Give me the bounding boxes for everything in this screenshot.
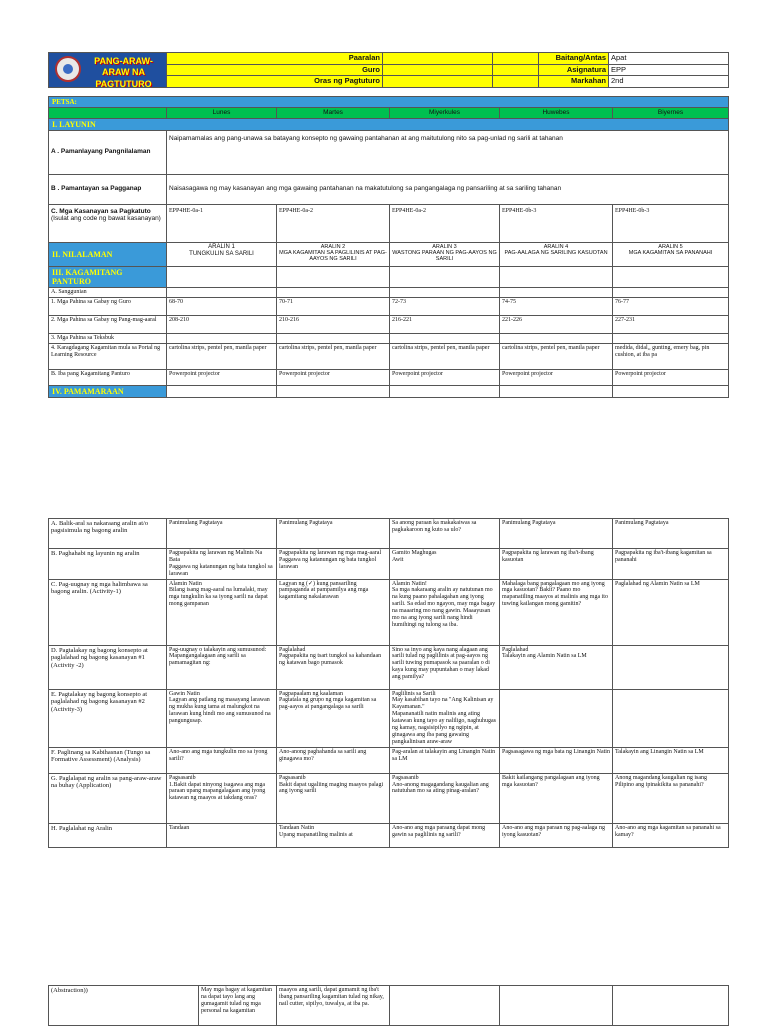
pamamaraan-row-label: C. Pag-uugnay ng mga halimbawa sa bagong aralin. (Activity-1) [49,579,167,645]
day-tuesday: Martes [277,108,390,118]
pamamaraan-cell: Panimulang Pagtataya [613,519,729,549]
teksbuk-label: 3. Mga Pahina sa Teksbuk [49,333,167,343]
pamamaraan-row [49,549,729,580]
time-label: Oras ng Pagtuturo [167,76,383,88]
iba-tuesday: Powerpoint projector [277,369,390,385]
pamamaraan-cell: Lagyan ng (✓) kung pansariling pampaganda at pampamilya ang mga kagamitang nakalarawan [277,579,390,645]
pamamaraan-cell: Bakit kailangang pangalagaan ang iyong mga kasuotan? [500,773,613,823]
section-layunin: I. LAYUNIN [49,118,729,130]
pamamaraan-cell: Sa anong paraan ka makakaiwas sa pagkakaroon ng kuto sa ulo? [390,519,500,549]
gabay-mag-aaral-wednesday: 216-221 [390,315,500,333]
karagdagan-thursday: cartolina strips, pentel pen, manila paper [500,343,613,369]
pamamaraan-cell: Ano-ano ang mga paraan ng pag-aalaga ng iyong kasuotan? [500,823,613,847]
code-tuesday: EPP4HE-0a-2 [277,204,390,242]
abstraction-monday: May mga bagay at kagamitan na dapat tayo lang ang gumagamit tulad ng mga personal na kagamitan [199,986,277,1026]
pamamaraan-cell: Paglalahad ng Alamin Natin sa LM [613,579,729,645]
pamamaraan-cell: Anong magandang kaugalian ng isang Pilipino ang ipinakikita sa pananahi? [613,773,729,823]
gabay-mag-aaral-monday: 208-210 [167,315,277,333]
date-label: PETSA: [49,97,729,108]
pamamaraan-cell: Ano-ano ang mga kagamitan sa pananahi sa kamay? [613,823,729,847]
pamamaraan-cell: Ano-ano ang mga tungkulin mo sa iyong sarili? [167,747,277,773]
kasanayan-title: C. Mga Kasanayan sa Pagkatuto [51,207,151,215]
gabay-mag-aaral-tuesday: 210-216 [277,315,390,333]
gabay-mag-aaral-label: 2. Mga Pahina sa Gabay ng Pang-mag-aaral [49,315,167,333]
day-thursday: Huwebes [500,108,613,118]
pamamaraan-cell: Pagsasanib Bakit dapat ugaliing maging maayos palagi ang iyong sarili [277,773,390,823]
time-value[interactable] [383,76,493,88]
karagdagan-label: 4. Karagdagang Kagamitan mula sa Portal ng Learning Resource [49,343,167,369]
quarter-value: 2nd [609,76,729,88]
pamamaraan-row [49,773,729,823]
pamamaraan-cell: Talakayin ang Linangin Natin sa LM [613,747,729,773]
pamamaraan-row [49,689,729,747]
pamamaraan-cell: Panimulang Pagtataya [500,519,613,549]
aralin-4 [500,242,613,266]
abstraction-friday [613,986,729,1026]
subject-label: Asignatura [539,64,609,76]
aralin-3 [390,242,500,266]
pamamaraan-cell: Panimulang Pagtataya [167,519,277,549]
teacher-value[interactable] [383,64,493,76]
pamamaraan-cell: Tandaan [167,823,277,847]
quarter-label: Markahan [539,76,609,88]
aralin-5 [613,242,729,266]
code-monday: EPP4HE-0a-1 [167,204,277,242]
pamantayan-pagganap-label: B . Pamantayan sa Pagganap [49,174,167,204]
pamamaraan-cell: Pag-uugnay o talakayin ang sumusunod: Mapangangalagaan ang sarili sa pamamagitan ng: [167,645,277,689]
pamamaraan-cell: Alamin Natin! Sa mga nakaraang aralin ay natutunan mo na kung paano pahalagahan ang iyong sarili. Sa edad mo ngayon, may mga bagay na maaaring mo nang gawin. Maaayusan mo na ang iyong sarili nang hindi humihingi ng tulong sa iba. [390,579,500,645]
pamamaraan-cell [613,689,729,747]
gabay-guro-tuesday: 70-71 [277,297,390,315]
deped-seal-icon [55,56,81,82]
aralin-5-title: ARALIN 5 [658,243,683,250]
kasanayan-subtitle: (Isulat ang code ng bawat kasanayan) [51,215,161,223]
pamamaraan-cell: Pagpapakita ng larawan ng iba't-ibang kasuotan [500,549,613,580]
grade-label: Baitang/Antas [539,53,609,65]
pamamaraan-row [49,519,729,549]
logo-title-line2: PAGTUTURO [95,78,152,88]
code-friday: EPP4HE-0b-3 [613,204,729,242]
day-friday: Biyernes [613,108,729,118]
day-wednesday: Miyerkules [390,108,500,118]
pamamaraan-cell: Paglilinis sa Sarili May kasabihan tayo na "Ang Kalinisan ay Kayamanan." Mapananatili natin malinis ang ating katawan kung tayo ay naliligo, naghuhugas ng kamay, nagsisipilyo ng ngipin, at ginagawa ang iba pang gawaing pangkalinisan araw-araw [390,689,500,747]
abstraction-label: (Abstraction)) [49,986,199,1026]
school-label: Paaralan [167,53,383,65]
aralin-1 [167,242,277,266]
abstraction-wednesday [390,986,500,1026]
iba-pang-kagamitan-label: B. Iba pang Kagamitang Panturo [49,369,167,385]
iba-monday: Powerpoint projector [167,369,277,385]
pamamaraan-row-label: H. Paglalahat ng Aralin [49,823,167,847]
logo-banner [49,53,167,88]
iba-friday: Powerpoint projector [613,369,729,385]
logo-title-line1: PANG-ARAW-ARAW NA [94,56,153,78]
pamamaraan-cell: Pagpapakita ng larawan ng Malinis Na Bata Paggawa ng katanungan ng bata tungkol sa larawan [167,549,277,580]
pamantayan-pagganap-text: Naisasagawa ng may kasanayan ang mga gawaing pantahanan na makatutulong sa pangangalaga ng pansariling at sa sariling tahanan [167,174,729,204]
aralin-2 [277,242,390,266]
sanggunian-label: A. Sanggunian [49,288,167,298]
section-pamamaraan: IV. PAMAMARAAN [49,385,167,397]
gabay-guro-label: 1. Mga Pahina sa Gabay ng Guro [49,297,167,315]
iba-thursday: Powerpoint projector [500,369,613,385]
dll-main-table [48,96,729,398]
aralin-2-text: MGA KAGAMITAN SA PAGLILINIS AT PAG-AAYOS NG SARILI [279,250,387,263]
aralin-3-text: WASTONG PARAAN NG PAG-AAYOS NG SARILI [392,250,497,263]
pamamaraan-cell [500,689,613,747]
pamamaraan-cell: Pagsasanib 1.Bakit dapat ninyong isagawa ang mga paraan upang mapangalagaan ang iyong katawan ng maayos at takdang oras? [167,773,277,823]
pamamaraan-cell: Pagpapakita ng larawan ng mga mag-aaral Paggawa ng katanungan ng bata tungkol larawan [277,549,390,580]
kasanayan-label [49,204,167,242]
header-table [48,52,729,88]
pamamaraan-cell: Pagsasagawa ng mga bata ng Linangin Natin [500,747,613,773]
pamamaraan-cell: Mahalaga bang pangalagaan mo ang iyong mga kasuotan? Bakit? Paano mo mapanatiling maayos at malinis ang mga ito tuwing kailangan mong gamitin? [500,579,613,645]
section-nilalaman: II. NILALAMAN [49,242,167,266]
pamamaraan-cell: Pagsasanib Ano-anong magagandang kaugalian ang natutuhan mo sa ating pinag-aralan? [390,773,500,823]
karagdagan-monday: cartolina strips, pentel pen, manila paper [167,343,277,369]
gabay-guro-wednesday: 72-73 [390,297,500,315]
days-header-row [49,108,729,118]
pamamaraan-row [49,645,729,689]
karagdagan-tuesday: cartolina strips, pentel pen, manila paper [277,343,390,369]
aralin-1-title: ARALIN 1 [208,243,235,250]
karagdagan-wednesday: cartolina strips, pentel pen, manila paper [390,343,500,369]
pamamaraan-cell: Ano-ano ang mga paraang dapat mong gawin sa paglilinis ng sarili? [390,823,500,847]
abstraction-thursday [500,986,613,1026]
pamamaraan-cell: Pag-aralan at talakayin ang Linangin Natin sa LM [390,747,500,773]
aralin-2-title: ARALIN 2 [320,243,346,250]
pamamaraan-row [49,579,729,645]
pamamaraan-row-label: D. Pagtalakay ng bagong konsepto at paglalahad ng bagong kasanayan #1 (Activity -2) [49,645,167,689]
aralin-3-title: ARALIN 3 [432,243,457,250]
pamamaraan-row-label: E. Pagtalakay ng bagong konsepto at paglalahad ng bagong kasanayan #2 (Activity-3) [49,689,167,747]
pamamaraan-row-label: A. Balik-aral sa nakaraang aralin at/o pagsisimula ng bagong aralin [49,519,167,549]
code-wednesday: EPP4HE-0a-2 [390,204,500,242]
pamantayang-pangnilalaman-label: A . Pamanlayang Pangnilalaman [49,130,167,174]
pamamaraan-cell: Pagpapaalam ng kaalaman Pagtatala ng grupo ng mga kagamitan sa pag-aayos at pangangalaga sa sarili [277,689,390,747]
pamamaraan-cell: Sino sa inyo ang kaya nang alagaan ang sarili tulad ng paglilinis at pag-aayos ng sarili tuwing pumapasok sa paaralan o di kaya kung may pupuntahan o may lakad ang pamilya? [390,645,500,689]
pamamaraan-cell: Gawin Natin Lagyan ang patlang ng masayang larawan ng mukha kung tama at malungkot na larawan kung hindi mo ang sumusunod na pangungusap. [167,689,277,747]
gabay-mag-aaral-friday: 227-231 [613,315,729,333]
grade-value: Apat [609,53,729,65]
pamamaraan-cell: Alamin Natin Bilang isang mag-aaral na lumalaki, may mga tungkulin ka sa iyong sarili na dapat mong gampanan [167,579,277,645]
gabay-guro-monday: 68-70 [167,297,277,315]
abstraction-tuesday: maayos ang sarili, dapat gumamit ng iba't ibang pansariling kagamitan tulad ng nikay, nail cutter, sipilyo, tuwalya, at iba pa. [277,986,390,1026]
pamamaraan-row [49,747,729,773]
abstraction-table [48,985,729,1026]
pamamaraan-cell: Paglalahad Pagpapakita ng tsart tungkol sa kahandaan ng katawan bago pumasok [277,645,390,689]
school-value[interactable] [383,53,493,65]
teacher-label: Guro [167,64,383,76]
aralin-5-text: MGA KAGAMITAN SA PANANAHI [628,250,713,257]
pamantayang-pangnilalaman-text: Naipamamalas ang pang-unawa sa batayang konsepto ng gawaing pantahanan at ang maitutulong nito sa pag-unlad ng sarili at tahanan [167,130,729,174]
subject-value: EPP [609,64,729,76]
section-kagamitan: III. KAGAMITANG PANTURO [49,266,167,287]
gabay-guro-thursday: 74-75 [500,297,613,315]
pamamaraan-cell: Paglalahad Talakayin ang Alamin Natin sa LM [500,645,613,689]
pamamaraan-cell: Pagpapakita ng iba't-ibang kagamitan sa pananahi [613,549,729,580]
pamamaraan-row [49,823,729,847]
pamamaraan-row-label: G. Paglalapat ng aralin sa pang-araw-araw na buhay (Application) [49,773,167,823]
karagdagan-friday: medida, didal,, gunting, emery bag, pin cushion, at iba pa [613,343,729,369]
aralin-4-title: ARALIN 4 [543,243,569,250]
pamamaraan-cell: Ano-anong paghahanda sa sarili ang ginagawa mo? [277,747,390,773]
code-thursday: EPP4HE-0b-3 [500,204,613,242]
pamamaraan-row-label: B. Paghahabi ng layunin ng aralin [49,549,167,580]
pamamaraan-table [48,518,729,848]
pamamaraan-row-label: F. Paglinang sa Kabihasnan (Tungo sa Formative Assessment) (Analysis) [49,747,167,773]
iba-wednesday: Powerpoint projector [390,369,500,385]
gabay-guro-friday: 76-77 [613,297,729,315]
aralin-4-text: PAG-AALAGA NG SARILING KASUOTAN [504,250,608,257]
day-monday: Lunes [167,108,277,118]
aralin-1-text: TUNGKULIN SA SARILI [189,250,254,257]
pamamaraan-cell: Gamito Maghugas Awit [390,549,500,580]
pamamaraan-cell: Panimulang Pagtataya [277,519,390,549]
pamamaraan-cell: Tandaan Natin Upang mapanatiling malinis at [277,823,390,847]
gabay-mag-aaral-thursday: 221-226 [500,315,613,333]
pamamaraan-cell [613,645,729,689]
